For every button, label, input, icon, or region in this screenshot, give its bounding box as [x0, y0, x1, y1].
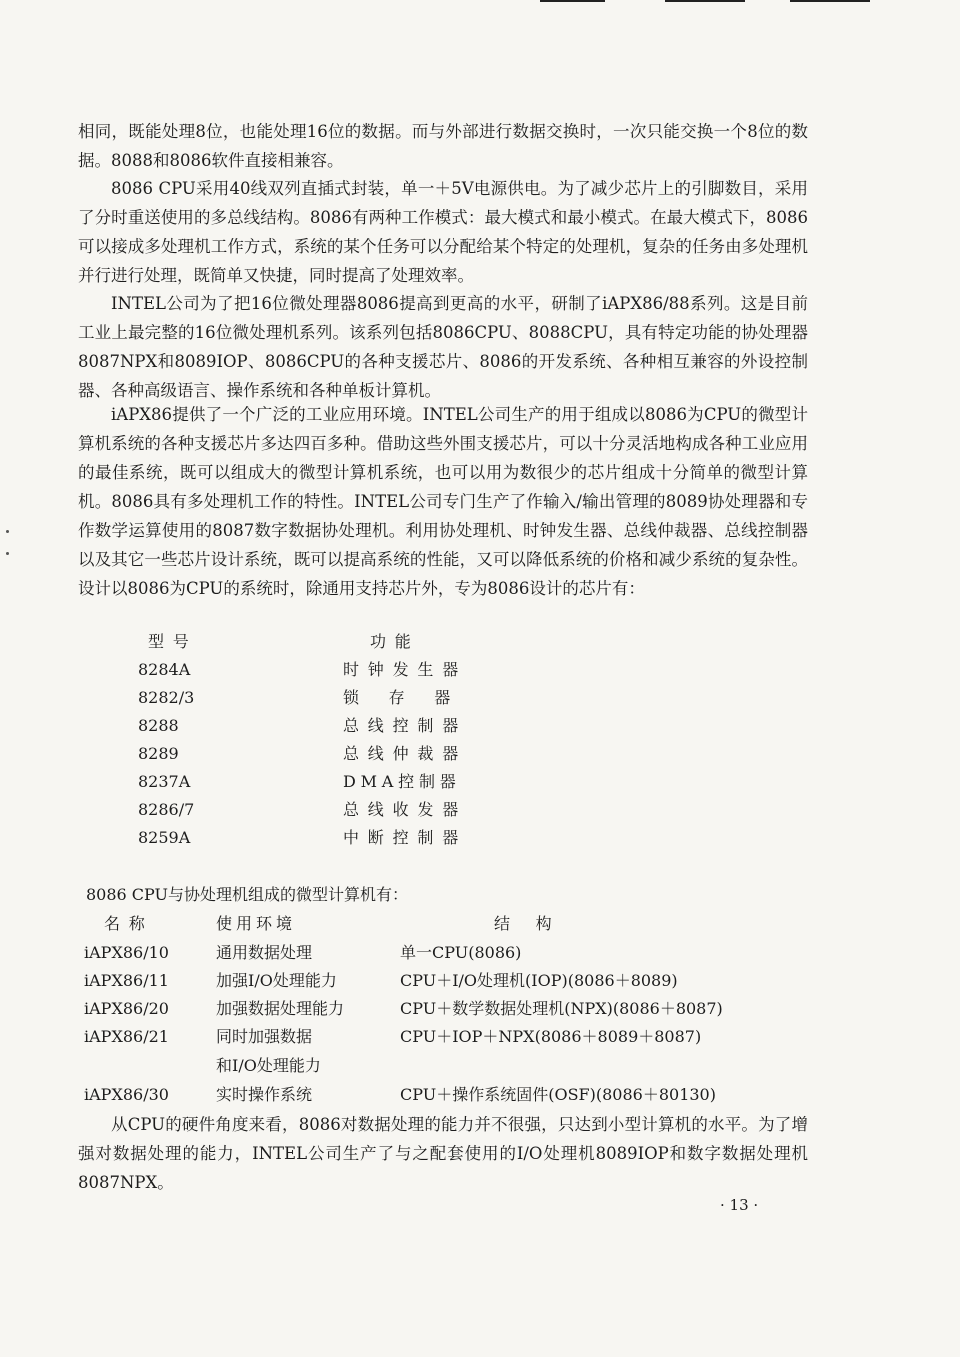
scan-edge-line: [665, 0, 745, 2]
system-structure: CPU＋数学数据处理机(NPX)(8086＋8087): [400, 999, 723, 1018]
system-structure: CPU＋操作系统固件(OSF)(8086＋80130): [400, 1085, 716, 1104]
system-name: iAPX86/30: [84, 1085, 169, 1104]
paragraph-3: INTEL公司为了把16位微处理器8086提高到更高的水平，研制了iAPX86/88系列。这是目前工业上最完整的16位微处理机系列。该系列包括8086CPU、8088CPU，具有特定功能的协处理器8087NPX和8089IOP、8086CPU的各种支援芯片、8086的开发系统、各种相互兼容的外设控制器、各种高级语言、操作系统和各种单板计算机。: [78, 294, 808, 400]
system-name: iAPX86/11: [84, 971, 169, 990]
chip-function: 总线仲裁器: [343, 744, 468, 763]
system-name: iAPX86/10: [84, 943, 169, 962]
chip-model: 8284A: [138, 660, 191, 679]
system-env: 同时加强数据: [216, 1027, 313, 1046]
system-header-env: 使用环境: [216, 914, 297, 933]
closing-paragraph: 从CPU的硬件角度来看，8086对数据处理的能力并不很强，只达到小型计算机的水平。为了增强对数据处理的能力，INTEL公司生产了与之配套使用的I/O处理机8089IOP和数字数据处理机8087NPX。: [78, 1115, 808, 1192]
system-env: 加强数据处理能力: [216, 999, 345, 1018]
paragraph-2: 8086 CPU采用40线双列直插式封装，单一＋5V电源供电。为了减少芯片上的引脚数目，采用了分时重送使用的多总线结构。8086有两种工作模式：最大模式和最小模式。在最大模式下，8086可以接成多处理机工作方式，系统的某个任务可以分配给某个特定的处理机，复杂的任务由多处理机并行进行处理，既简单又快捷，同时提高了处理效率。: [78, 179, 808, 285]
chip-function: 锁存器: [343, 688, 480, 707]
chip-model: 8237A: [138, 772, 191, 791]
page-number: · 13 ·: [720, 1196, 759, 1214]
system-structure: 单一CPU(8086): [400, 943, 522, 962]
chip-function: 中断控制器: [343, 828, 468, 847]
chip-model: 8289: [138, 744, 179, 763]
system-header-name: 名称: [104, 914, 154, 933]
paragraph-1: 相同，既能处理8位，也能处理16位的数据。而与外部进行数据交换时，一次只能交换一个8位的数据。8088和8086软件直接相兼容。: [78, 122, 808, 170]
system-structure: CPU＋I/O处理机(IOP)(8086＋8089): [400, 971, 678, 990]
system-structure: CPU＋IOP＋NPX(8086＋8089＋8087): [400, 1027, 702, 1046]
chip-function: DMA控制器: [343, 772, 461, 791]
chip-model: 8259A: [138, 828, 191, 847]
chip-model: 8286/7: [138, 800, 195, 819]
system-name: iAPX86/20: [84, 999, 169, 1018]
chip-function: 总线收发器: [343, 800, 468, 819]
system-table-intro: 8086 CPU与协处理机组成的微型计算机有：: [86, 885, 409, 904]
system-env: 加强I/O处理能力: [216, 971, 337, 990]
scan-dot: [6, 552, 9, 555]
chip-table-header-function: 功能: [370, 632, 420, 651]
system-env: 实时操作系统: [216, 1085, 313, 1104]
system-name: iAPX86/21: [84, 1027, 169, 1046]
chip-function: 总线控制器: [343, 716, 468, 735]
scan-edge-line: [540, 0, 605, 2]
chip-table-header-model: 型号: [148, 632, 198, 651]
chip-function: 时钟发生器: [343, 660, 468, 679]
system-header-structure: 结构: [494, 914, 578, 933]
chip-model: 8282/3: [138, 688, 195, 707]
chip-model: 8288: [138, 716, 179, 735]
paragraph-4: iAPX86提供了一个广泛的工业应用环境。INTEL公司生产的用于组成以8086为CPU的微型计算机系统的各种支援芯片多达四百多种。借助这些外围支援芯片，可以十分灵活地构成各种工业应用的最佳系统，既可以组成大的微型计算机系统，也可以用为数很少的芯片组成十分简单的微型计算机。8086具有多处理机工作的特性。INTEL公司专门生产了作输入/输出管理的8089协处理器和专作数学运算使用的8087数字数据协处理机。利用协处理机、时钟发生器、总线仲裁器、总线控制器以及其它一些芯片设计系统，既可以提高系统的性能，又可以降低系统的价格和减少系统的复杂性。设计以8086为CPU的系统时，除通用支持芯片外，专为8086设计的芯片有：: [78, 405, 808, 598]
scan-edge-line: [790, 0, 870, 2]
scan-dot: [6, 530, 9, 533]
system-env-continued: 和I/O处理能力: [216, 1056, 321, 1075]
system-env: 通用数据处理: [216, 943, 313, 962]
